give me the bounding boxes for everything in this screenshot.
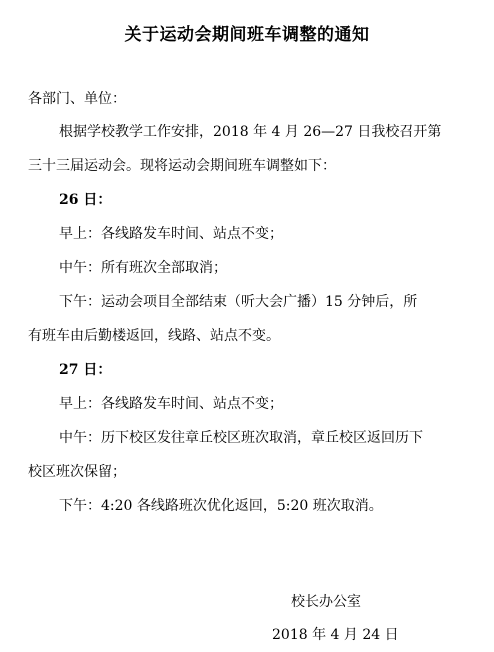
intro-paragraph-line-1: 根据学校教学工作安排，2018 年 4 月 26—27 日我校召开第 [59,124,442,140]
issuing-office: 校长办公室 [291,594,361,610]
day-26-afternoon-line-1: 下午：运动会项目全部结束（听大会广播）15 分钟后，所 [59,294,418,310]
day-27-morning: 早上：各线路发车时间、站点不变； [59,396,283,412]
day-27-noon-line-2: 校区班次保留； [28,464,126,480]
day-26-heading: 26 日： [59,192,112,208]
day-27-heading: 27 日： [59,362,112,378]
salutation: 各部门、单位： [28,91,126,107]
day-26-afternoon-line-2: 有班车由后勤楼返回，线路、站点不变。 [28,328,280,344]
day-26-morning: 早上：各线路发车时间、站点不变； [59,226,283,242]
day-26-noon: 中午：所有班次全部取消； [59,260,227,276]
day-27-noon-line-1: 中午：历下校区发往章丘校区班次取消，章丘校区返回历下 [59,430,423,446]
notice-title: 关于运动会期间班车调整的通知 [124,25,370,45]
issue-date: 2018 年 4 月 24 日 [272,627,399,643]
intro-paragraph-line-2: 三十三届运动会。现将运动会期间班车调整如下： [28,158,336,174]
day-27-afternoon: 下午：4:20 各线路班次优化返回，5:20 班次取消。 [59,498,383,514]
